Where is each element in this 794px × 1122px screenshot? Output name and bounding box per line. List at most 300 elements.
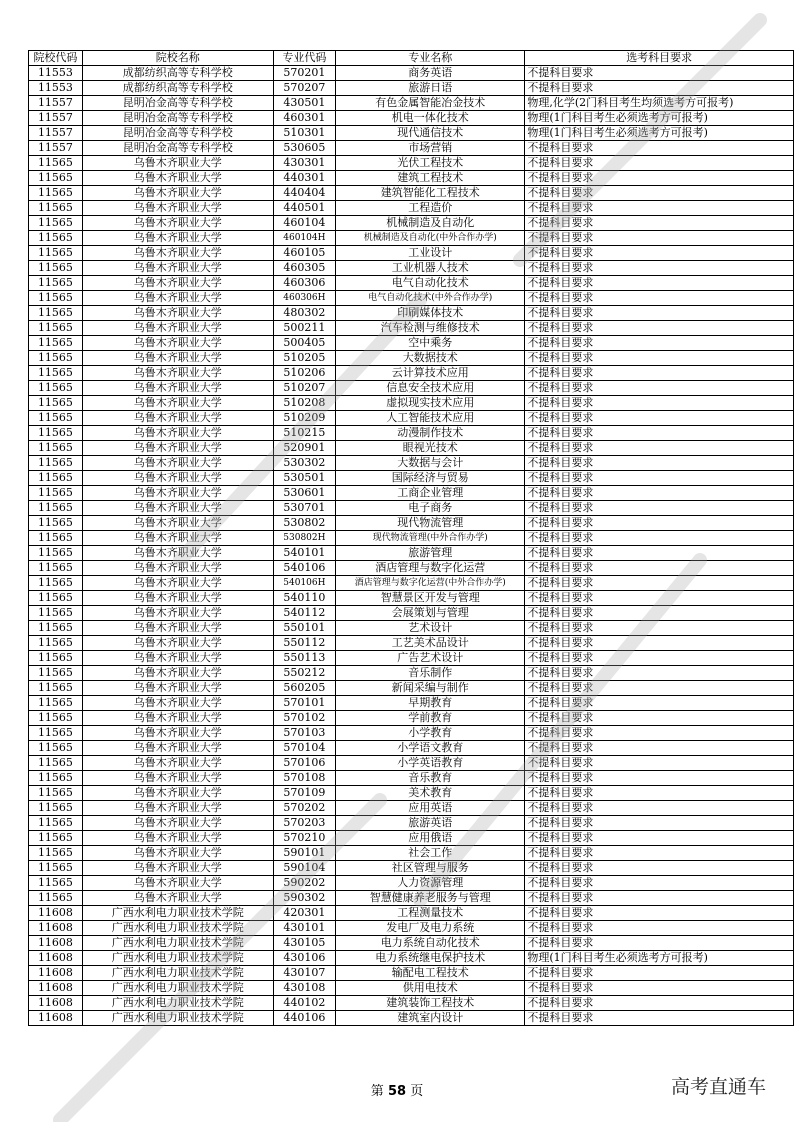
cell-major-code: 440301 (273, 171, 336, 186)
cell-subject-requirement: 不提科目要求 (525, 426, 794, 441)
cell-major-name: 学前教育 (336, 711, 525, 726)
table-row (29, 456, 794, 471)
cell-subject-requirement: 不提科目要求 (525, 666, 794, 681)
cell-major-code: 460105 (273, 246, 336, 261)
cell-subject-requirement: 不提科目要求 (525, 921, 794, 936)
table-row (29, 186, 794, 201)
cell-school-name: 乌鲁木齐职业大学 (82, 441, 273, 456)
cell-major-code: 460306H (273, 291, 336, 306)
cell-subject-requirement: 不提科目要求 (525, 141, 794, 156)
cell-subject-requirement: 不提科目要求 (525, 336, 794, 351)
cell-major-name: 动漫制作技术 (336, 426, 525, 441)
cell-school-code: 11565 (29, 816, 83, 831)
cell-school-name: 乌鲁木齐职业大学 (82, 861, 273, 876)
cell-school-name: 乌鲁木齐职业大学 (82, 531, 273, 546)
cell-school-code: 11565 (29, 651, 83, 666)
cell-major-code: 550112 (273, 636, 336, 651)
table-row (29, 591, 794, 606)
cell-major-name: 汽车检测与维修技术 (336, 321, 525, 336)
cell-major-code: 510301 (273, 126, 336, 141)
cell-subject-requirement: 不提科目要求 (525, 261, 794, 276)
cell-school-name: 乌鲁木齐职业大学 (82, 486, 273, 501)
cell-major-name: 建筑室内设计 (336, 1011, 525, 1026)
cell-subject-requirement: 不提科目要求 (525, 471, 794, 486)
cell-major-name: 旅游日语 (336, 81, 525, 96)
table-row (29, 891, 794, 906)
cell-school-name: 广西水利电力职业技术学院 (82, 921, 273, 936)
cell-school-code: 11557 (29, 96, 83, 111)
cell-major-code: 510206 (273, 366, 336, 381)
cell-school-code: 11565 (29, 171, 83, 186)
cell-major-code: 460305 (273, 261, 336, 276)
cell-major-name: 信息安全技术应用 (336, 381, 525, 396)
cell-subject-requirement: 不提科目要求 (525, 831, 794, 846)
table-row (29, 576, 794, 591)
cell-subject-requirement: 不提科目要求 (525, 756, 794, 771)
cell-major-name: 音乐制作 (336, 666, 525, 681)
cell-subject-requirement: 不提科目要求 (525, 801, 794, 816)
cell-major-code: 590104 (273, 861, 336, 876)
table-row (29, 306, 794, 321)
cell-school-name: 广西水利电力职业技术学院 (82, 951, 273, 966)
page-prefix: 第 (370, 1084, 384, 1099)
table-row (29, 561, 794, 576)
table-row (29, 786, 794, 801)
cell-school-code: 11565 (29, 201, 83, 216)
cell-major-name: 印刷媒体技术 (336, 306, 525, 321)
cell-school-name: 乌鲁木齐职业大学 (82, 651, 273, 666)
table-row (29, 366, 794, 381)
cell-school-code: 11565 (29, 411, 83, 426)
cell-school-name: 乌鲁木齐职业大学 (82, 576, 273, 591)
cell-major-name: 国际经济与贸易 (336, 471, 525, 486)
table-row (29, 651, 794, 666)
cell-school-name: 乌鲁木齐职业大学 (82, 756, 273, 771)
cell-school-code: 11565 (29, 531, 83, 546)
cell-school-name: 乌鲁木齐职业大学 (82, 831, 273, 846)
table-row (29, 66, 794, 81)
cell-major-name: 小学英语教育 (336, 756, 525, 771)
cell-major-code: 540106H (273, 576, 336, 591)
cell-school-code: 11565 (29, 486, 83, 501)
cell-major-code: 530302 (273, 456, 336, 471)
cell-major-code: 440106 (273, 1011, 336, 1026)
cell-subject-requirement: 不提科目要求 (525, 186, 794, 201)
cell-school-code: 11565 (29, 231, 83, 246)
cell-school-name: 乌鲁木齐职业大学 (82, 276, 273, 291)
cell-subject-requirement: 不提科目要求 (525, 456, 794, 471)
cell-major-name: 电气自动化技术 (336, 276, 525, 291)
table-row (29, 501, 794, 516)
cell-major-code: 530701 (273, 501, 336, 516)
cell-school-name: 乌鲁木齐职业大学 (82, 546, 273, 561)
cell-major-name: 电子商务 (336, 501, 525, 516)
cell-school-code: 11565 (29, 756, 83, 771)
cell-major-name: 发电厂及电力系统 (336, 921, 525, 936)
cell-major-code: 530802H (273, 531, 336, 546)
cell-subject-requirement: 不提科目要求 (525, 651, 794, 666)
cell-major-code: 570108 (273, 771, 336, 786)
cell-major-name: 有色金属智能冶金技术 (336, 96, 525, 111)
cell-subject-requirement: 不提科目要求 (525, 501, 794, 516)
cell-school-name: 乌鲁木齐职业大学 (82, 246, 273, 261)
cell-school-code: 11565 (29, 801, 83, 816)
cell-school-name: 乌鲁木齐职业大学 (82, 231, 273, 246)
table-row (29, 1011, 794, 1026)
cell-school-code: 11565 (29, 636, 83, 651)
cell-major-name: 云计算技术应用 (336, 366, 525, 381)
cell-major-name: 建筑智能化工程技术 (336, 186, 525, 201)
cell-major-code: 480302 (273, 306, 336, 321)
cell-major-code: 530501 (273, 471, 336, 486)
table-row (29, 441, 794, 456)
cell-major-name: 供用电技术 (336, 981, 525, 996)
cell-subject-requirement: 不提科目要求 (525, 156, 794, 171)
cell-school-code: 11557 (29, 126, 83, 141)
cell-major-name: 工业设计 (336, 246, 525, 261)
cell-major-code: 460104 (273, 216, 336, 231)
cell-major-name: 机械制造及自动化 (336, 216, 525, 231)
cell-school-code: 11565 (29, 246, 83, 261)
cell-major-code: 590202 (273, 876, 336, 891)
cell-subject-requirement: 不提科目要求 (525, 366, 794, 381)
cell-school-name: 乌鲁木齐职业大学 (82, 186, 273, 201)
cell-school-name: 乌鲁木齐职业大学 (82, 801, 273, 816)
cell-school-code: 11557 (29, 141, 83, 156)
cell-major-name: 工程测量技术 (336, 906, 525, 921)
cell-major-code: 540101 (273, 546, 336, 561)
table-row (29, 291, 794, 306)
cell-subject-requirement: 不提科目要求 (525, 846, 794, 861)
cell-subject-requirement: 不提科目要求 (525, 246, 794, 261)
cell-school-code: 11565 (29, 696, 83, 711)
cell-school-code: 11565 (29, 321, 83, 336)
cell-major-code: 440404 (273, 186, 336, 201)
cell-major-name: 艺术设计 (336, 621, 525, 636)
cell-subject-requirement: 不提科目要求 (525, 216, 794, 231)
cell-major-code: 560205 (273, 681, 336, 696)
cell-school-name: 昆明冶金高等专科学校 (82, 96, 273, 111)
table-body (29, 66, 794, 1026)
cell-major-code: 570203 (273, 816, 336, 831)
cell-major-code: 530802 (273, 516, 336, 531)
cell-major-name: 电力系统自动化技术 (336, 936, 525, 951)
table-row (29, 516, 794, 531)
cell-major-code: 430105 (273, 936, 336, 951)
cell-school-name: 乌鲁木齐职业大学 (82, 561, 273, 576)
cell-subject-requirement: 不提科目要求 (525, 966, 794, 981)
cell-school-code: 11565 (29, 366, 83, 381)
cell-school-code: 11565 (29, 216, 83, 231)
table-row (29, 756, 794, 771)
cell-major-code: 510209 (273, 411, 336, 426)
table-row (29, 486, 794, 501)
table-row (29, 381, 794, 396)
cell-major-code: 570101 (273, 696, 336, 711)
cell-major-name: 小学语文教育 (336, 741, 525, 756)
cell-major-name: 工业机器人技术 (336, 261, 525, 276)
cell-subject-requirement: 不提科目要求 (525, 576, 794, 591)
header-subject-requirement: 选考科目要求 (525, 51, 794, 66)
cell-school-code: 11565 (29, 606, 83, 621)
cell-subject-requirement: 不提科目要求 (525, 351, 794, 366)
cell-school-code: 11608 (29, 951, 83, 966)
table-row (29, 771, 794, 786)
cell-school-code: 11565 (29, 846, 83, 861)
cell-major-name: 大数据技术 (336, 351, 525, 366)
cell-school-name: 广西水利电力职业技术学院 (82, 981, 273, 996)
enrollment-table (28, 50, 794, 1026)
cell-major-name: 电力系统继电保护技术 (336, 951, 525, 966)
cell-major-code: 420301 (273, 906, 336, 921)
page-suffix: 页 (410, 1084, 424, 1099)
cell-school-code: 11565 (29, 381, 83, 396)
cell-subject-requirement: 不提科目要求 (525, 396, 794, 411)
cell-major-name: 人工智能技术应用 (336, 411, 525, 426)
cell-major-code: 570202 (273, 801, 336, 816)
cell-major-code: 570103 (273, 726, 336, 741)
cell-major-code: 460306 (273, 276, 336, 291)
cell-school-name: 乌鲁木齐职业大学 (82, 216, 273, 231)
cell-school-name: 乌鲁木齐职业大学 (82, 351, 273, 366)
cell-subject-requirement: 不提科目要求 (525, 606, 794, 621)
cell-major-code: 570210 (273, 831, 336, 846)
cell-school-name: 乌鲁木齐职业大学 (82, 336, 273, 351)
cell-school-name: 乌鲁木齐职业大学 (82, 591, 273, 606)
table-row (29, 231, 794, 246)
cell-school-name: 昆明冶金高等专科学校 (82, 111, 273, 126)
cell-school-name: 乌鲁木齐职业大学 (82, 471, 273, 486)
brand-logo-text: 高考直通车 (670, 1076, 766, 1098)
cell-major-name: 现代物流管理(中外合作办学) (336, 531, 525, 546)
cell-subject-requirement: 不提科目要求 (525, 411, 794, 426)
cell-major-code: 440102 (273, 996, 336, 1011)
cell-major-name: 建筑工程技术 (336, 171, 525, 186)
cell-school-name: 乌鲁木齐职业大学 (82, 876, 273, 891)
cell-subject-requirement: 不提科目要求 (525, 486, 794, 501)
cell-major-name: 广告艺术设计 (336, 651, 525, 666)
cell-school-code: 11608 (29, 1011, 83, 1026)
table-row (29, 876, 794, 891)
cell-school-code: 11565 (29, 501, 83, 516)
cell-subject-requirement: 不提科目要求 (525, 876, 794, 891)
cell-school-name: 乌鲁木齐职业大学 (82, 606, 273, 621)
header-school-code: 院校代码 (29, 51, 83, 66)
cell-school-code: 11565 (29, 276, 83, 291)
cell-school-name: 乌鲁木齐职业大学 (82, 156, 273, 171)
cell-subject-requirement: 不提科目要求 (525, 171, 794, 186)
cell-school-code: 11565 (29, 291, 83, 306)
cell-subject-requirement: 不提科目要求 (525, 786, 794, 801)
cell-school-code: 11565 (29, 441, 83, 456)
cell-school-name: 乌鲁木齐职业大学 (82, 816, 273, 831)
cell-school-name: 乌鲁木齐职业大学 (82, 891, 273, 906)
cell-major-code: 510207 (273, 381, 336, 396)
cell-subject-requirement: 不提科目要求 (525, 891, 794, 906)
cell-school-code: 11608 (29, 996, 83, 1011)
cell-school-name: 乌鲁木齐职业大学 (82, 366, 273, 381)
cell-subject-requirement: 不提科目要求 (525, 816, 794, 831)
cell-major-name: 旅游管理 (336, 546, 525, 561)
cell-subject-requirement: 不提科目要求 (525, 441, 794, 456)
cell-subject-requirement: 不提科目要求 (525, 591, 794, 606)
cell-major-code: 460301 (273, 111, 336, 126)
table-row (29, 621, 794, 636)
cell-school-code: 11565 (29, 831, 83, 846)
cell-school-code: 11553 (29, 66, 83, 81)
table-row (29, 471, 794, 486)
cell-major-code: 500405 (273, 336, 336, 351)
cell-subject-requirement: 不提科目要求 (525, 81, 794, 96)
table-row (29, 966, 794, 981)
table-row (29, 726, 794, 741)
cell-major-name: 工艺美术品设计 (336, 636, 525, 651)
cell-major-name: 旅游英语 (336, 816, 525, 831)
cell-school-name: 乌鲁木齐职业大学 (82, 786, 273, 801)
table-row (29, 906, 794, 921)
cell-subject-requirement: 不提科目要求 (525, 561, 794, 576)
cell-subject-requirement: 不提科目要求 (525, 906, 794, 921)
cell-school-code: 11565 (29, 771, 83, 786)
cell-school-name: 成都纺织高等专科学校 (82, 66, 273, 81)
cell-school-name: 乌鲁木齐职业大学 (82, 636, 273, 651)
cell-subject-requirement: 不提科目要求 (525, 981, 794, 996)
table-row (29, 831, 794, 846)
page-number: 58 (387, 1084, 407, 1099)
cell-major-code: 570102 (273, 711, 336, 726)
cell-school-name: 乌鲁木齐职业大学 (82, 321, 273, 336)
table-row (29, 276, 794, 291)
cell-major-code: 430301 (273, 156, 336, 171)
table-row (29, 261, 794, 276)
cell-school-name: 乌鲁木齐职业大学 (82, 291, 273, 306)
table-row (29, 696, 794, 711)
cell-major-name: 工程造价 (336, 201, 525, 216)
cell-subject-requirement: 不提科目要求 (525, 621, 794, 636)
cell-subject-requirement: 不提科目要求 (525, 231, 794, 246)
table-row (29, 711, 794, 726)
cell-school-code: 11565 (29, 306, 83, 321)
cell-major-code: 550101 (273, 621, 336, 636)
cell-major-code: 510208 (273, 396, 336, 411)
cell-subject-requirement: 物理(1门科目考生必须选考方可报考) (525, 126, 794, 141)
cell-major-code: 510205 (273, 351, 336, 366)
cell-major-name: 现代物流管理 (336, 516, 525, 531)
cell-major-code: 570106 (273, 756, 336, 771)
header-major-name: 专业名称 (336, 51, 525, 66)
cell-major-code: 590302 (273, 891, 336, 906)
cell-school-name: 乌鲁木齐职业大学 (82, 846, 273, 861)
cell-school-code: 11565 (29, 576, 83, 591)
table-row (29, 126, 794, 141)
cell-major-code: 520901 (273, 441, 336, 456)
cell-major-code: 570201 (273, 66, 336, 81)
cell-major-name: 现代通信技术 (336, 126, 525, 141)
cell-major-code: 540106 (273, 561, 336, 576)
cell-school-code: 11608 (29, 981, 83, 996)
cell-school-name: 乌鲁木齐职业大学 (82, 426, 273, 441)
cell-subject-requirement: 不提科目要求 (525, 996, 794, 1011)
cell-major-name: 商务英语 (336, 66, 525, 81)
cell-school-name: 乌鲁木齐职业大学 (82, 306, 273, 321)
cell-school-name: 乌鲁木齐职业大学 (82, 501, 273, 516)
table-row (29, 951, 794, 966)
cell-school-code: 11565 (29, 561, 83, 576)
cell-school-name: 乌鲁木齐职业大学 (82, 381, 273, 396)
cell-major-name: 酒店管理与数字化运营 (336, 561, 525, 576)
cell-subject-requirement: 不提科目要求 (525, 726, 794, 741)
cell-major-name: 光伏工程技术 (336, 156, 525, 171)
cell-major-code: 570104 (273, 741, 336, 756)
header-major-code: 专业代码 (273, 51, 336, 66)
cell-school-name: 乌鲁木齐职业大学 (82, 456, 273, 471)
cell-school-code: 11565 (29, 786, 83, 801)
table-row (29, 846, 794, 861)
cell-major-name: 虚拟现实技术应用 (336, 396, 525, 411)
cell-school-name: 乌鲁木齐职业大学 (82, 396, 273, 411)
cell-school-code: 11565 (29, 516, 83, 531)
cell-major-code: 530605 (273, 141, 336, 156)
cell-major-name: 新闻采编与制作 (336, 681, 525, 696)
cell-major-code: 550212 (273, 666, 336, 681)
cell-subject-requirement: 不提科目要求 (525, 936, 794, 951)
cell-school-code: 11565 (29, 681, 83, 696)
cell-school-code: 11608 (29, 906, 83, 921)
cell-subject-requirement: 不提科目要求 (525, 546, 794, 561)
cell-major-name: 酒店管理与数字化运营(中外合作办学) (336, 576, 525, 591)
cell-school-name: 乌鲁木齐职业大学 (82, 261, 273, 276)
cell-school-name: 昆明冶金高等专科学校 (82, 126, 273, 141)
cell-school-code: 11557 (29, 111, 83, 126)
table-row (29, 426, 794, 441)
cell-school-name: 乌鲁木齐职业大学 (82, 171, 273, 186)
table-row (29, 666, 794, 681)
cell-major-name: 工商企业管理 (336, 486, 525, 501)
cell-subject-requirement: 不提科目要求 (525, 306, 794, 321)
cell-school-code: 11565 (29, 546, 83, 561)
table-row (29, 546, 794, 561)
cell-major-code: 530601 (273, 486, 336, 501)
cell-school-code: 11565 (29, 396, 83, 411)
cell-school-code: 11565 (29, 876, 83, 891)
cell-school-name: 乌鲁木齐职业大学 (82, 516, 273, 531)
cell-major-name: 社会工作 (336, 846, 525, 861)
cell-school-code: 11608 (29, 966, 83, 981)
cell-school-name: 乌鲁木齐职业大学 (82, 201, 273, 216)
cell-school-code: 11565 (29, 456, 83, 471)
cell-major-name: 机械制造及自动化(中外合作办学) (336, 231, 525, 246)
cell-subject-requirement: 不提科目要求 (525, 741, 794, 756)
cell-major-code: 460104H (273, 231, 336, 246)
cell-school-name: 乌鲁木齐职业大学 (82, 711, 273, 726)
cell-school-name: 乌鲁木齐职业大学 (82, 411, 273, 426)
cell-school-name: 广西水利电力职业技术学院 (82, 1011, 273, 1026)
cell-major-name: 应用英语 (336, 801, 525, 816)
table-row (29, 396, 794, 411)
cell-major-code: 590101 (273, 846, 336, 861)
cell-major-code: 550113 (273, 651, 336, 666)
table-row (29, 801, 794, 816)
cell-school-name: 乌鲁木齐职业大学 (82, 666, 273, 681)
cell-school-name: 乌鲁木齐职业大学 (82, 681, 273, 696)
table-row (29, 216, 794, 231)
cell-school-name: 广西水利电力职业技术学院 (82, 936, 273, 951)
cell-major-name: 应用俄语 (336, 831, 525, 846)
cell-major-code: 430108 (273, 981, 336, 996)
cell-school-code: 11565 (29, 351, 83, 366)
cell-subject-requirement: 不提科目要求 (525, 321, 794, 336)
cell-subject-requirement: 不提科目要求 (525, 696, 794, 711)
